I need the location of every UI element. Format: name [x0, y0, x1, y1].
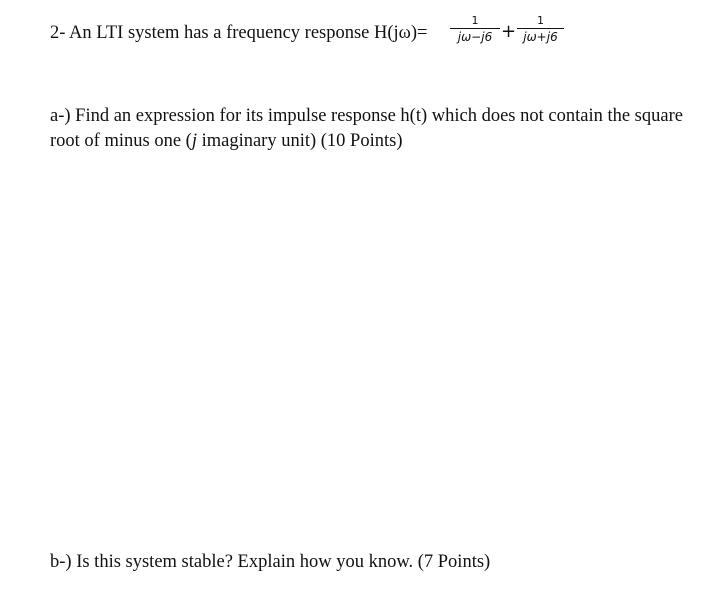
fraction-1-numerator: 1: [450, 15, 500, 29]
fraction-2: [517, 15, 564, 45]
part-a-text-after: imaginary unit) (10 Points): [196, 131, 403, 151]
fraction-2-numerator: 1: [517, 15, 564, 29]
part-a-text-before: a-) Find an expression for its impulse response h(t) which does not contain the square root of minus one (: [50, 106, 683, 151]
part-a-italic-j: j: [191, 131, 197, 151]
fraction-1: [450, 15, 500, 45]
fraction-2-denominator: jω+j6: [523, 30, 558, 44]
plus-sign: +: [501, 21, 517, 42]
fraction-1-denominator: jω−j6: [457, 30, 493, 44]
part-a-text: [50, 104, 690, 154]
question-intro: 2- An LTI system has a frequency response H(jω)=: [50, 23, 428, 43]
part-b-text: b-) Is this system stable? Explain how you know. (7 Points): [50, 552, 491, 572]
